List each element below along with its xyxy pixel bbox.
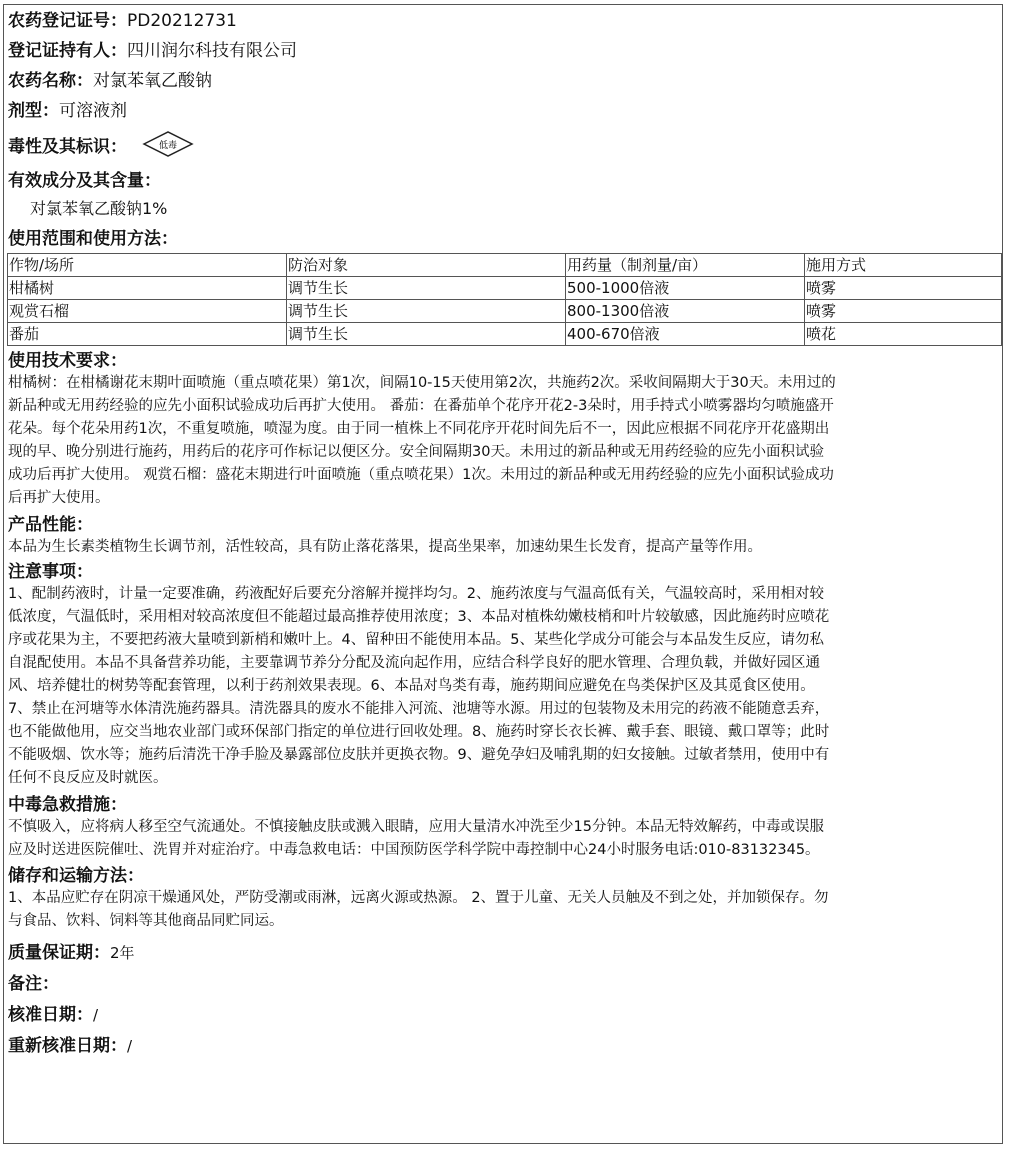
firstaid-line: 应及时送进医院催吐、洗胃并对症治疗。中毒急救电话：中国预防医学科学院中毒控制中心24小时服务电话:010-83132345。: [8, 842, 820, 858]
firstaid-heading: 中毒急救措施：: [8, 795, 127, 815]
holder-label: 登记证持有人：: [8, 41, 127, 61]
remark-label: 备注：: [8, 974, 59, 994]
usage-table: [7, 253, 1002, 346]
firstaid-text: [8, 816, 998, 862]
firstaid-line: 不慎吸入，应将病人移至空气流通处。不慎接触皮肤或溅入眼睛，应用大量清水冲洗至少15分钟。本品无特效解药，中毒或误服: [8, 819, 824, 835]
warranty-row: [8, 942, 998, 964]
reapproval-label: 重新核准日期：: [8, 1036, 127, 1056]
table-cell: 800-1300倍液: [566, 300, 805, 323]
table-cell: 调节生长: [287, 300, 566, 323]
reg-no-value: PD20212731: [127, 11, 237, 31]
form-value: 可溶液剂: [59, 101, 127, 121]
reg-no-label: 农药登记证号：: [8, 11, 127, 31]
table-header-cell: 施用方式: [805, 254, 1002, 277]
holder-row: [8, 40, 998, 62]
performance-line: 本品为生长素类植物生长调节剂，活性较高，具有防止落花落果，提高坐果率，加速幼果生长发育，提高产量等作用。: [8, 539, 762, 555]
table-row: [8, 300, 1002, 323]
tech-line: 柑橘树：在柑橘谢花末期叶面喷施（重点喷花果）第1次，间隔10-15天使用第2次，共施药2次。采收间隔期大于30天。未用过的: [8, 375, 836, 391]
name-label: 农药名称：: [8, 71, 93, 91]
form-label: 剂型：: [8, 101, 59, 121]
table-header-cell: 防治对象: [287, 254, 566, 277]
low-toxicity-text: 低毒: [159, 141, 178, 151]
usage-heading: 使用范围和使用方法：: [8, 229, 178, 249]
notes-line: 自混配使用。本品不具备营养功能，主要靠调节养分分配及流向起作用，应结合科学良好的肥水管理、合理负载，并做好园区通: [8, 655, 820, 671]
table-header-cell: 用药量（制剂量/亩）: [566, 254, 805, 277]
notes-line: 也不能做他用，应交当地农业部门或环保部门指定的单位进行回收处理。8、施药时穿长衣长裤、戴手套、眼镜、戴口罩等；此时: [8, 724, 830, 740]
approval-label: 核准日期：: [8, 1005, 93, 1025]
reg-no-row: [8, 10, 998, 32]
table-cell: 400-670倍液: [566, 323, 805, 346]
performance-heading: 产品性能：: [8, 515, 93, 535]
storage-line: 与食品、饮料、饲料等其他商品同贮同运。: [8, 913, 284, 929]
approval-row: [8, 1004, 998, 1026]
ingredient-value: 对氯苯氧乙酸钠1%: [30, 199, 168, 218]
low-toxicity-icon: [140, 130, 196, 164]
tech-line: 花朵。每个花朵用药1次，不重复喷施，喷湿为度。由于同一植株上不同花序开花时间先后不一，因此应根据不同花序开花盛期出: [8, 421, 830, 437]
notes-line: 风、培养健壮的树势等配套管理，以利于药剂效果表现。6、本品对鸟类有毒，施药期间应避免在鸟类保护区及其觅食区使用。: [8, 678, 815, 694]
storage-text: [8, 887, 998, 933]
ingredient-heading: 有效成分及其含量：: [8, 171, 161, 191]
remark-row: [8, 973, 998, 995]
tech-line: 现的早、晚分别进行施药，用药后的花序可作标记以便区分。安全间隔期30天。未用过的新品种或无用药经验的应先小面积试验: [8, 444, 824, 460]
tech-line: 后再扩大使用。: [8, 490, 110, 506]
table-cell: 调节生长: [287, 323, 566, 346]
table-cell: 喷雾: [805, 277, 1002, 300]
storage-line: 1、本品应贮存在阴凉干燥通风处，严防受潮或雨淋，远离火源或热源。 2、置于儿童、无关人员触及不到之处，并加锁保存。勿: [8, 890, 829, 906]
table-cell: 观赏石榴: [8, 300, 287, 323]
toxicity-row: [8, 130, 998, 160]
tech-text: [8, 372, 998, 510]
storage-heading: 储存和运输方法：: [8, 866, 144, 886]
warranty-value: 2年: [110, 944, 135, 962]
notes-line: 任何不良反应及时就医。: [8, 770, 168, 786]
tech-line: 新品种或无用药经验的应先小面积试验成功后再扩大使用。 番茄：在番茄单个花序开花2-3朵时，用手持式小喷雾器均匀喷施盛开: [8, 398, 834, 414]
notes-line: 序或花果为主，不要把药液大量喷到新梢和嫩叶上。4、留种田不能使用本品。5、某些化学成分可能会与本品发生反应，请勿私: [8, 632, 824, 648]
notes-line: 不能吸烟、饮水等；施药后清洗干净手脸及暴露部位皮肤并更换衣物。9、避免孕妇及哺乳期的妇女接触。过敏者禁用，使用中有: [8, 747, 830, 763]
notes-text: [8, 583, 998, 790]
reapproval-value: /: [127, 1037, 133, 1055]
tech-line: 成功后再扩大使用。 观赏石榴：盛花末期进行叶面喷施（重点喷花果）1次。未用过的新品种或无用药经验的应先小面积试验成功: [8, 467, 834, 483]
warranty-label: 质量保证期：: [8, 943, 110, 963]
toxicity-label: 毒性及其标识：: [8, 137, 127, 157]
table-cell: 500-1000倍液: [566, 277, 805, 300]
table-header-cell: 作物/场所: [8, 254, 287, 277]
form-row: [8, 100, 998, 122]
approval-value: /: [93, 1006, 99, 1024]
notes-line: 1、配制药液时，计量一定要准确，药液配好后要充分溶解并搅拌均匀。2、施药浓度与气温高低有关，气温较高时，采用相对较: [8, 586, 824, 602]
table-cell: 喷雾: [805, 300, 1002, 323]
name-row: [8, 70, 998, 92]
table-cell: 柑橘树: [8, 277, 287, 300]
notes-heading: 注意事项：: [8, 562, 93, 582]
table-cell: 番茄: [8, 323, 287, 346]
table-row: [8, 323, 1002, 346]
holder-value: 四川润尔科技有限公司: [127, 41, 297, 61]
table-cell: 调节生长: [287, 277, 566, 300]
table-cell: 喷花: [805, 323, 1002, 346]
reapproval-row: [8, 1035, 998, 1057]
name-value: 对氯苯氧乙酸钠: [93, 71, 212, 91]
table-header-row: [8, 254, 1002, 277]
label-document: [3, 4, 1003, 1144]
notes-line: 7、禁止在河塘等水体清洗施药器具。清洗器具的废水不能排入河流、池塘等水源。用过的包装物及未用完的药液不能随意丢弃，: [8, 701, 830, 717]
tech-heading: 使用技术要求：: [8, 351, 127, 371]
table-row: [8, 277, 1002, 300]
notes-line: 低浓度，气温低时，采用相对较高浓度但不能超过最高推荐使用浓度；3、本品对植株幼嫩枝梢和叶片较敏感，因此施药时应喷花: [8, 609, 830, 625]
